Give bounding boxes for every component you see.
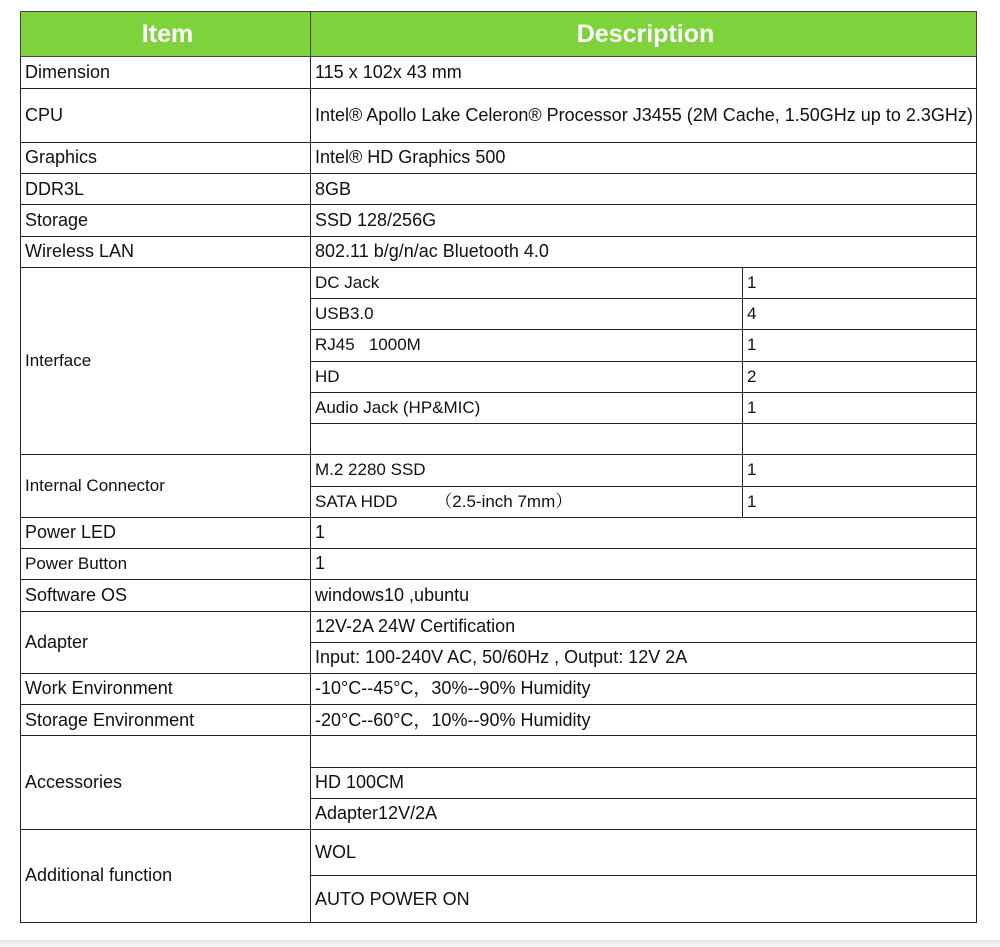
additional-value: WOL xyxy=(311,830,977,876)
additional-label: Additional function xyxy=(21,830,311,923)
interface-item-qty: 1 xyxy=(743,392,977,423)
graphics-label: Graphics xyxy=(21,142,311,173)
table-row xyxy=(21,236,977,267)
description-header: Description xyxy=(311,12,977,57)
table-row xyxy=(21,673,977,704)
accessories-value xyxy=(311,736,977,767)
table-row xyxy=(21,580,977,611)
spec-table xyxy=(20,11,977,923)
accessories-value: HD 100CM xyxy=(311,767,977,798)
accessories-value: Adapter12V/2A xyxy=(311,798,977,829)
wireless-value: 802.11 b/g/n/ac Bluetooth 4.0 xyxy=(311,236,977,267)
work-env-value: -10°C--45°C，30%--90% Humidity xyxy=(311,673,977,704)
connector-item-name: SATA HDD （2.5-inch 7mm） xyxy=(311,486,743,517)
item-header: Item xyxy=(21,12,311,57)
internal-connector-label: Internal Connector xyxy=(21,455,311,517)
table-row xyxy=(21,517,977,548)
ddr3l-label: DDR3L xyxy=(21,174,311,205)
adapter-value: Input: 100-240V AC, 50/60Hz , Output: 12V 2A xyxy=(311,642,977,673)
table-row xyxy=(21,142,977,173)
table-row xyxy=(21,205,977,236)
interface-item-qty: 1 xyxy=(743,330,977,361)
adapter-value: 12V-2A 24W Certification xyxy=(311,611,977,642)
dimension-value: 115 x 102x 43 mm xyxy=(311,57,977,88)
storage-label: Storage xyxy=(21,205,311,236)
power-button-label: Power Button xyxy=(21,549,311,580)
dimension-label: Dimension xyxy=(21,57,311,88)
software-os-value: windows10 ,ubuntu xyxy=(311,580,977,611)
table-row xyxy=(21,174,977,205)
interface-item-qty: 2 xyxy=(743,361,977,392)
interface-item-name: HD xyxy=(311,361,743,392)
interface-empty-cell xyxy=(743,424,977,455)
table-row xyxy=(21,549,977,580)
cpu-value: Intel® Apollo Lake Celeron® Processor J3455 (2M Cache, 1.50GHz up to 2.3GHz) xyxy=(311,88,977,142)
table-row xyxy=(21,57,977,88)
ddr3l-value: 8GB xyxy=(311,174,977,205)
interface-item-name: DC Jack xyxy=(311,267,743,298)
wireless-label: Wireless LAN xyxy=(21,236,311,267)
interface-item-qty: 4 xyxy=(743,299,977,330)
connector-item-qty: 1 xyxy=(743,486,977,517)
cpu-label: CPU xyxy=(21,88,311,142)
additional-value: AUTO POWER ON xyxy=(311,876,977,923)
storage-value: SSD 128/256G xyxy=(311,205,977,236)
table-row xyxy=(21,455,977,486)
software-os-label: Software OS xyxy=(21,580,311,611)
table-row xyxy=(21,830,977,876)
table-row xyxy=(21,611,977,642)
interface-item-name: USB3.0 xyxy=(311,299,743,330)
table-row xyxy=(21,705,977,736)
adapter-label: Adapter xyxy=(21,611,311,673)
interface-item-qty: 1 xyxy=(743,267,977,298)
power-led-label: Power LED xyxy=(21,517,311,548)
work-env-label: Work Environment xyxy=(21,673,311,704)
interface-item-name: Audio Jack (HP&MIC) xyxy=(311,392,743,423)
connector-item-qty: 1 xyxy=(743,455,977,486)
interface-item-name: RJ45 1000M xyxy=(311,330,743,361)
table-row xyxy=(21,267,977,298)
interface-label: Interface xyxy=(21,267,311,454)
storage-env-value: -20°C--60°C，10%--90% Humidity xyxy=(311,705,977,736)
power-button-value: 1 xyxy=(311,549,977,580)
power-led-value: 1 xyxy=(311,517,977,548)
table-row xyxy=(21,736,977,767)
header-row xyxy=(21,12,977,57)
interface-empty-cell xyxy=(311,424,743,455)
table-row xyxy=(21,88,977,142)
accessories-label: Accessories xyxy=(21,736,311,830)
storage-env-label: Storage Environment xyxy=(21,705,311,736)
graphics-value: Intel® HD Graphics 500 xyxy=(311,142,977,173)
connector-item-name: M.2 2280 SSD xyxy=(311,455,743,486)
